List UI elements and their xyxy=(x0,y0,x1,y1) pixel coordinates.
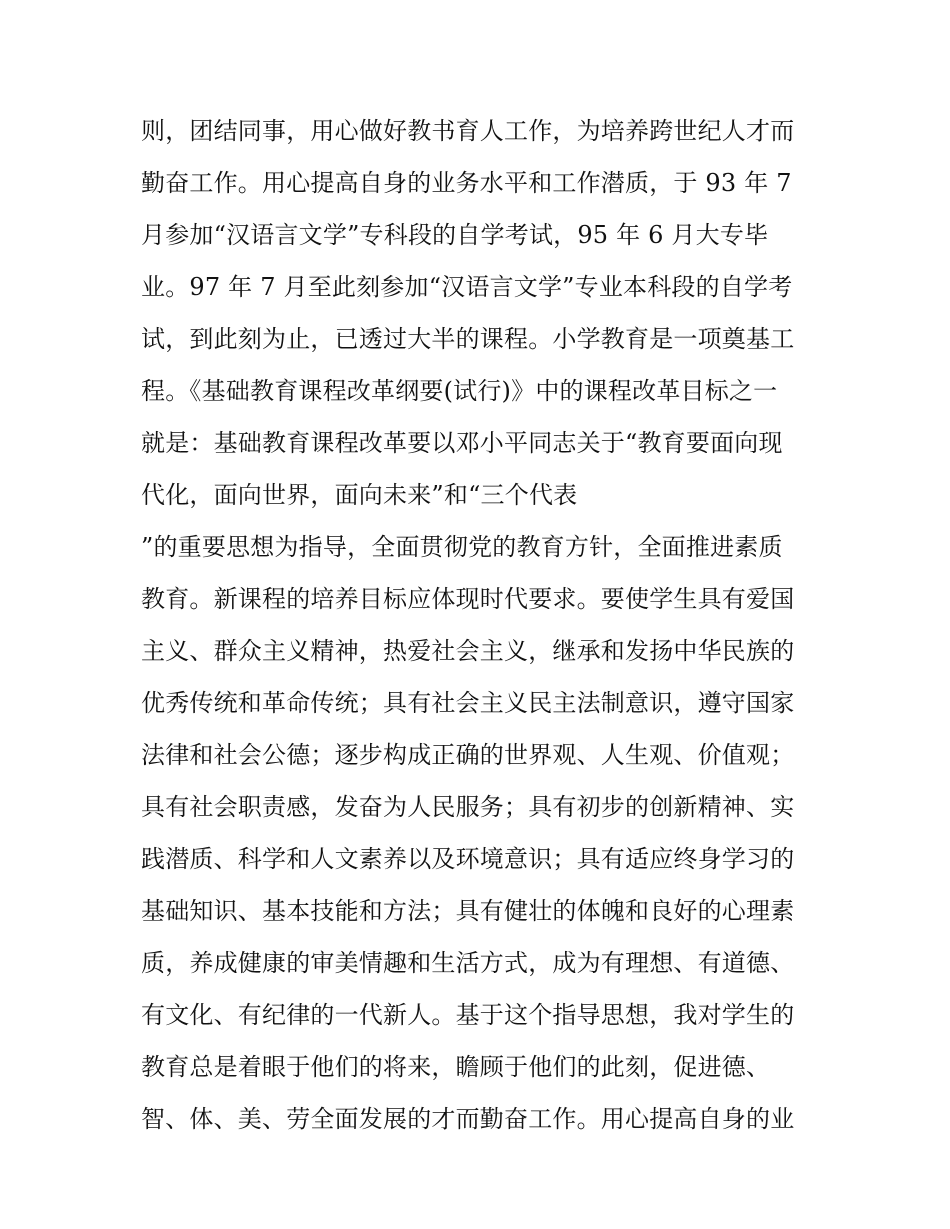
text-line: 基础知识、基本技能和方法；具有健壮的体魄和良好的心理素 xyxy=(141,897,795,925)
text-line: 代化，面向世界，面向未来”和“三个代表 xyxy=(141,481,578,509)
text-line: 法律和社会公德；逐步构成正确的世界观、人生观、价值观； xyxy=(141,741,795,769)
text-line: 具有社会职责感，发奋为人民服务；具有初步的创新精神、实 xyxy=(141,793,795,821)
text-line: 月参加“汉语言文学”专科段的自学考试，95 年 6 月大专毕 xyxy=(141,221,769,249)
text-line: 业。97 年 7 月至此刻参加“汉语言文学”专业本科段的自学考 xyxy=(141,273,793,301)
text-line: 优秀传统和革命传统；具有社会主义民主法制意识，遵守国家 xyxy=(141,689,795,717)
text-line: 质，养成健康的审美情趣和生活方式，成为有理想、有道德、 xyxy=(141,949,795,977)
text-line: 有文化、有纪律的一代新人。基于这个指导思想，我对学生的 xyxy=(141,1001,795,1029)
body-text xyxy=(141,105,821,1145)
text-line: ”的重要思想为指导，全面贯彻党的教育方针，全面推进素质 xyxy=(141,533,783,561)
text-line: 就是：基础教育课程改革要以邓小平同志关于“教育要面向现 xyxy=(141,429,783,457)
text-line: 则，团结同事，用心做好教书育人工作，为培养跨世纪人才而 xyxy=(141,117,795,145)
text-line: 试，到此刻为止，已透过大半的课程。小学教育是一项奠基工 xyxy=(141,325,795,353)
text-line: 程。《基础教育课程改革纲要(试行)》中的课程改革目标之一 xyxy=(141,377,778,405)
text-line: 教育总是着眼于他们的将来，瞻顾于他们的此刻，促进德、 xyxy=(141,1053,771,1081)
text-line: 勤奋工作。用心提高自身的业务水平和工作潜质，于 93 年 7 xyxy=(141,169,792,197)
text-line: 智、体、美、劳全面发展的才而勤奋工作。用心提高自身的业 xyxy=(141,1105,795,1133)
text-line: 主义、群众主义精神，热爱社会主义，继承和发扬中华民族的 xyxy=(141,637,795,665)
text-line: 教育。新课程的培养目标应体现时代要求。要使学生具有爱国 xyxy=(141,585,795,613)
text-line: 践潜质、科学和人文素养以及环境意识；具有适应终身学习的 xyxy=(141,845,795,873)
